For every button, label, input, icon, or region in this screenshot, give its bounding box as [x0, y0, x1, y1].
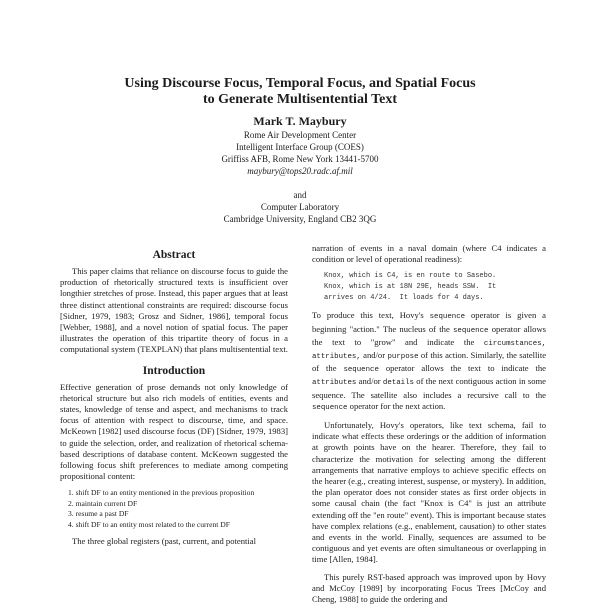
code-term: sequence [429, 313, 466, 322]
text-run: operator is given a beginning "action." The nucleus of the [312, 310, 546, 334]
title-line-1: Using Discourse Focus, Temporal Focus, and Spatial Focus [124, 76, 476, 91]
code-term: circumstances, attributes, [312, 339, 546, 362]
left-column [60, 248, 288, 553]
text-run: of the next contiguous action in some sequence. The satellite also includes a recursive call to the [312, 376, 546, 400]
list-item: 3. resume a past DF [68, 509, 129, 519]
lab: Computer Laboratory [260, 202, 340, 212]
text-run: and/or [363, 350, 386, 361]
hovy-operator-paragraph [312, 310, 546, 414]
text-run: of this action. Similarly, the satellite of the [312, 350, 547, 374]
intro-paragraph-1: Effective generation of prose demands not only knowledge of rhetorical structure but also rich models of entities, events and states, knowledge of tense and aspect, and mechanisms to track focus of attention with respect to discourse, time, and space. McKeown [1982] used discourse focus (DF) [Sidner, 1979, 1983] to guide the selection, order, and realization of rhetorical schema-based descriptions of database content. McKeown suggested the following focus shift preferences to mediate among competing propositional content: [60, 381, 288, 482]
university: Cambridge University, England CB2 3QG [223, 214, 377, 224]
address: Griffiss AFB, Rome New York 13441-5700 [221, 154, 379, 164]
rst-paragraph: This purely RST-based approach was improved upon by Hovy and McCoy [1989] by incorporating Focus Trees [McCoy and Cheng, 1988] to guide the ordering and [312, 571, 546, 605]
example-line: arrives on 4/24. It loads for 4 days. [324, 294, 484, 303]
intro-paragraph-2: The three global registers (past, current, and potential [72, 536, 256, 547]
list-item: 4. shift DF to an entity most related to the current DF [68, 519, 230, 529]
title-line-2: to Generate Multisentential Text [202, 92, 398, 107]
right-column [312, 243, 546, 611]
author-block [0, 114, 600, 225]
affiliation-2: Intelligent Interface Group (COES) [236, 142, 364, 152]
code-term: sequence [343, 366, 379, 375]
list-item: 2. maintain current DF [68, 498, 138, 508]
author-name: Mark T. Maybury [253, 114, 347, 128]
affiliation-1: Rome Air Development Center [243, 130, 357, 140]
focus-shift-list [60, 488, 288, 530]
text-run: and/or [358, 376, 381, 387]
introduction-heading: Introduction [142, 364, 206, 377]
example-line: Knox, which is C4, is en route to Sasebo. [324, 272, 497, 281]
code-term: sequence [453, 326, 489, 335]
paper-title [0, 76, 600, 108]
narration-lead: narration of events in a naval domain (where C4 indicates a condition or level of operational readiness): [312, 243, 546, 265]
code-term: purpose [387, 353, 419, 362]
code-term: details [382, 379, 414, 388]
spacer [0, 177, 600, 189]
unfortunately-paragraph: Unfortunately, Hovy's operators, like text schema, fail to indicate what effects these orderings or the addition of information at growth points have on the hearer. Therefore, they fail to characterize the motivation for selecting among the different arrangements that narrative employs to achieve specific effects on the hearer (e.g., creating interest, suspense, or mystery). In addition, the plan operator does not consider states as first order objects in some causal chain (the fact "Knox is C4" is just an attribute extending off the "en route" event). This is important because states have complex relations (e.g., enablement, causation) to other states and events in the world. Finally, sequences are assumed to be contiguous and yet events are often simultaneous or overlapping in time [Allen, 1984]. [312, 420, 546, 565]
text-run: operator allows the text to indicate the [385, 363, 546, 374]
code-term: sequence [312, 403, 348, 412]
email: maybury@tops20.radc.af.mil [247, 166, 353, 176]
text-run: operator for the next action. [349, 400, 446, 411]
code-term: attributes [312, 379, 357, 388]
list-item: 1. shift DF to an entity mentioned in the previous proposition [68, 488, 255, 498]
abstract-heading: Abstract [152, 249, 196, 261]
text-run: To produce this text, Hovy's [312, 310, 424, 321]
example-text [324, 271, 546, 304]
and-connector: and [293, 190, 307, 200]
abstract-text: This paper claims that reliance on discourse focus to guide the production of rhetorically structured texts is insufficient over longthier stretches of prose. Instead, this paper argues that at least three distinct attentional constraints are required: discourse focus [Sidner, 1979, 1983; Grosz and Sidner, 1986], temporal focus [Webber, 1988], and a novel notion of spatial focus. The paper illustrates the operation of this tripartite theory of focus in a computational system (TEXPLAN) that plans multisentential text. [60, 266, 288, 355]
example-line: Knox, which is at 18N 29E, heads SSW. It [324, 283, 497, 292]
text-run: operator allows the text to "grow" and indicate the [312, 323, 547, 347]
